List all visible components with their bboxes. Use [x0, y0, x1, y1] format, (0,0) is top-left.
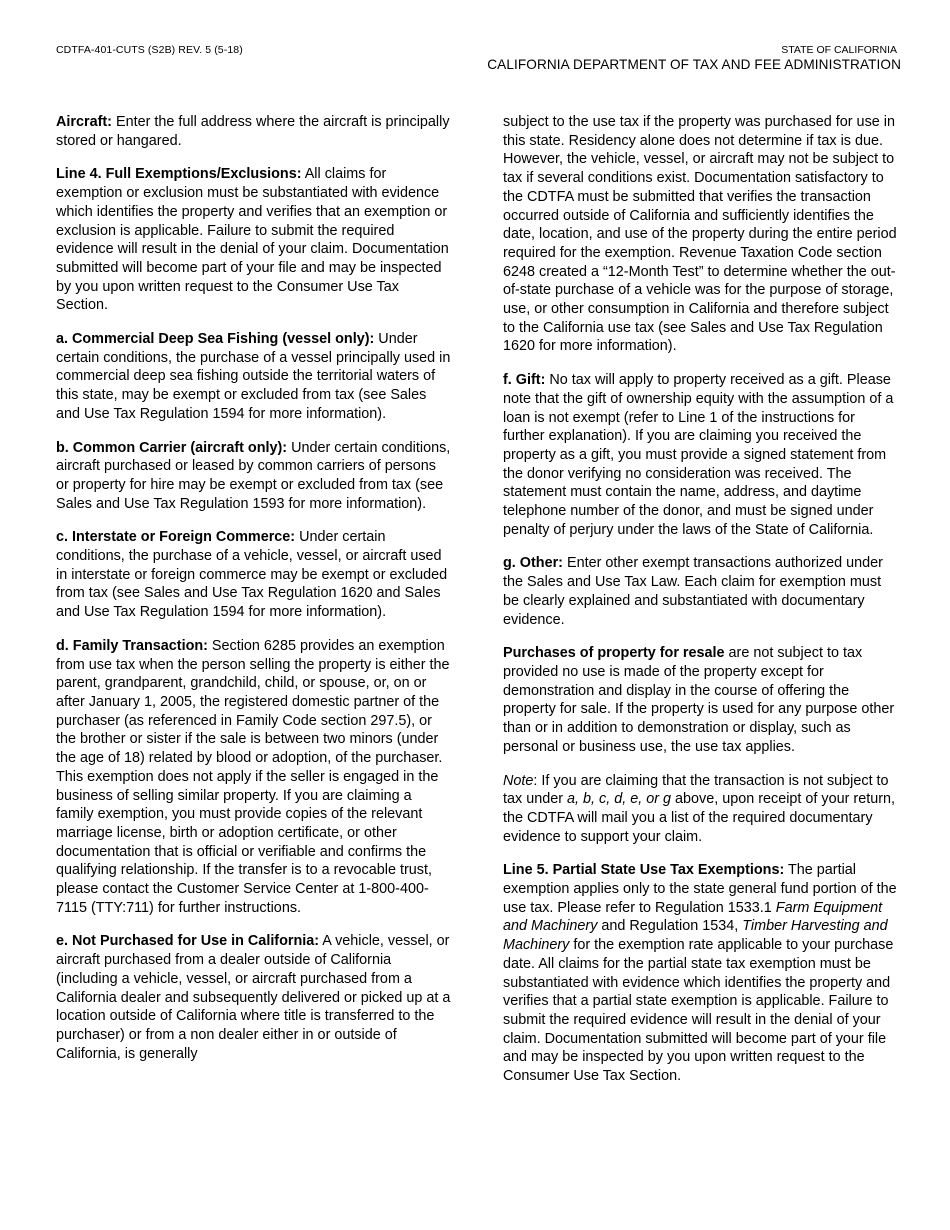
- line5-text-2: and Regulation 1534,: [597, 918, 743, 935]
- item-d-paragraph: [56, 637, 451, 918]
- line4-paragraph: [56, 165, 451, 315]
- item-e-text: A vehicle, vessel, or aircraft purchased from a dealer outside of California (including a vehicle, vessel, or aircraft purchased from a California dealer and subsequently delivered or picked up at a location outside of California where title is transferred to the purchaser) or from a non dealer either in or outside of California, is generally: [56, 933, 451, 1062]
- line5-text-3: for the exemption rate applicable to your purchase date. All claims for the partial state tax exemption must be substantiated with evidence which identifies the property and verifies that a partial state exemption is applicable. Failure to submit the required evidence will result in the denial of your claim. Documentation submitted will become part of your file and may be inspected by you upon written request to the Consumer Use Tax Section.: [503, 937, 894, 1085]
- aircraft-heading: Aircraft:: [56, 114, 112, 130]
- note-letters: a, b, c, d, e, or g: [567, 791, 671, 808]
- form-id: CDTFA-401-CUTS (S2B) REV. 5 (5-18): [56, 44, 243, 56]
- item-c-paragraph: [56, 528, 451, 622]
- item-b-heading: b. Common Carrier (aircraft only):: [56, 439, 288, 456]
- item-e-heading: e. Not Purchased for Use in California:: [56, 933, 320, 950]
- right-column: [503, 113, 898, 1101]
- left-column: [56, 113, 451, 1078]
- item-a-text: Under certain conditions, the purchase of a vessel principally used in commercial deep sea fishing outside the territorial waters of this state, may be exempt or excluded from tax (see Sales and Use Tax Regulation 1594 for more information).: [56, 331, 451, 422]
- item-d-heading: d. Family Transaction:: [56, 637, 208, 654]
- item-e-paragraph: [56, 932, 451, 1063]
- item-e-continued: subject to the use tax if the property was purchased for use in this state. Residency alone does not determine if tax is due. However, the vehicle, vessel, or aircraft may not be subject to tax if several conditions exist. Documentation satisfactory to the CDTFA must be submitted that verifies the transaction occurred outside of California and sufficiently identifies the date, location, and use of the property during the entire period required for the exemption. Revenue Taxation Code section 6248 created a “12-Month Test” to determine whether the out-of-state purchase of a vehicle was for the purpose of storage, use, or other consumption in California and therefore subject to the California use tax (see Sales and Use Tax Regulation 1620 for more information).: [503, 114, 897, 355]
- item-g-text: Enter other exempt transactions authorized under the Sales and Use Tax Law. Each claim for exemption must be clearly explained and substantiated with documentary evidence.: [503, 555, 883, 628]
- note-label: Note: [503, 772, 534, 789]
- line5-regulation-1: Farm Equipment and Machinery: [503, 899, 883, 935]
- item-f-text: No tax will apply to property received as a gift. Please note that the gift of ownership equity with the assumption of a loan is not exempt (refer to Line 1 of the instructions for further explanation). If you are claiming you received the property as a gift, you must provide a signed statement from the donor verifying no consideration was received. The statement must contain the name, address, and daytime telephone number of the donor, and must be signed under penalty of perjury under the laws of the State of California.: [503, 372, 894, 538]
- item-d-text: Section 6285 provides an exemption from use tax when the person selling the property is either the parent, grandparent, grandchild, child, or spouse, or, on or after January 1, 2005, the registered domestic partner of the purchaser (as referenced in Family Code section 297.5), or the brother or sister if the sale is between two minors (under the age of 18) related by blood or adoption, of the purchaser. This exemption does not apply if the seller is engaged in the business of selling similar property. If you are claiming a family exemption, you must provide copies of the relevant marriage license, birth or adoption certificate, or other documentation that is official or verifiable and confirms the qualifying relationship. If the transfer is to a revocable trust, please contact the Customer Service Center at 1-800-400-7115 (TTY:711) for further instructions.: [56, 637, 450, 916]
- resale-text: are not subject to tax provided no use is made of the property except for demonstration and display in the course of offering the property for sale. If the property is used for any purpose other than or in addition to demonstration or display, such as personal or business use, the use tax applies.: [503, 645, 895, 755]
- line4-heading: Line 4. Full Exemptions/Exclusions:: [56, 166, 302, 183]
- item-a-heading: a. Commercial Deep Sea Fishing (vessel only):: [56, 331, 375, 348]
- line5-regulation-2: Timber Harvesting and Machinery: [503, 918, 888, 954]
- resale-paragraph: [503, 644, 898, 756]
- item-b-paragraph: [56, 439, 451, 514]
- item-b-text: Under certain conditions, aircraft purchased or leased by common carriers of persons or property for hire may be exempt or excluded from tax (see Sales and Use Tax Regulation 1593 for more information).: [56, 439, 451, 512]
- line4-text: All claims for exemption or exclusion must be substantiated with evidence which identifies the property and verifies that an exemption or exclusion is applicable. Failure to submit the required evidence will result in the denial of your claim. Documentation submitted will become part of your file and may be inspected by you upon written request to the Consumer Use Tax Section.: [56, 166, 449, 314]
- line5-text-1: The partial exemption applies only to the state general fund portion of the use tax. Please refer to Regulation 1533.1: [503, 862, 897, 916]
- aircraft-text: Enter the full address where the aircraft is principally stored or hangared.: [56, 114, 450, 149]
- aircraft-paragraph: [56, 113, 451, 150]
- note-text-1: : If you are claiming that the transaction is not subject to tax under: [503, 772, 889, 808]
- item-g-paragraph: [503, 554, 898, 629]
- note-text-2: above, upon receipt of your return, the CDTFA will mail you a list of the required documentary evidence to support your claim.: [503, 791, 895, 845]
- item-f-heading: f. Gift:: [503, 372, 546, 389]
- item-c-heading: c. Interstate or Foreign Commerce:: [56, 529, 296, 546]
- item-f-paragraph: [503, 371, 898, 539]
- item-g-heading: g. Other:: [503, 555, 563, 572]
- note-paragraph: [503, 772, 898, 847]
- line5-heading: Line 5. Partial State Use Tax Exemptions:: [503, 862, 785, 879]
- department-title: CALIFORNIA DEPARTMENT OF TAX AND FEE ADMINISTRATION: [487, 57, 901, 72]
- state-label: STATE OF CALIFORNIA: [781, 44, 897, 56]
- line5-paragraph: [503, 861, 898, 1085]
- resale-heading: Purchases of property for resale: [503, 645, 725, 662]
- item-a-paragraph: [56, 330, 451, 424]
- item-c-text: Under certain conditions, the purchase of a vehicle, vessel, or aircraft used in interstate or foreign commerce may be exempt or excluded from tax (see Sales and Use Tax Regulation 1620 and Sales and Use Tax Regulation 1594 for more information).: [56, 529, 448, 621]
